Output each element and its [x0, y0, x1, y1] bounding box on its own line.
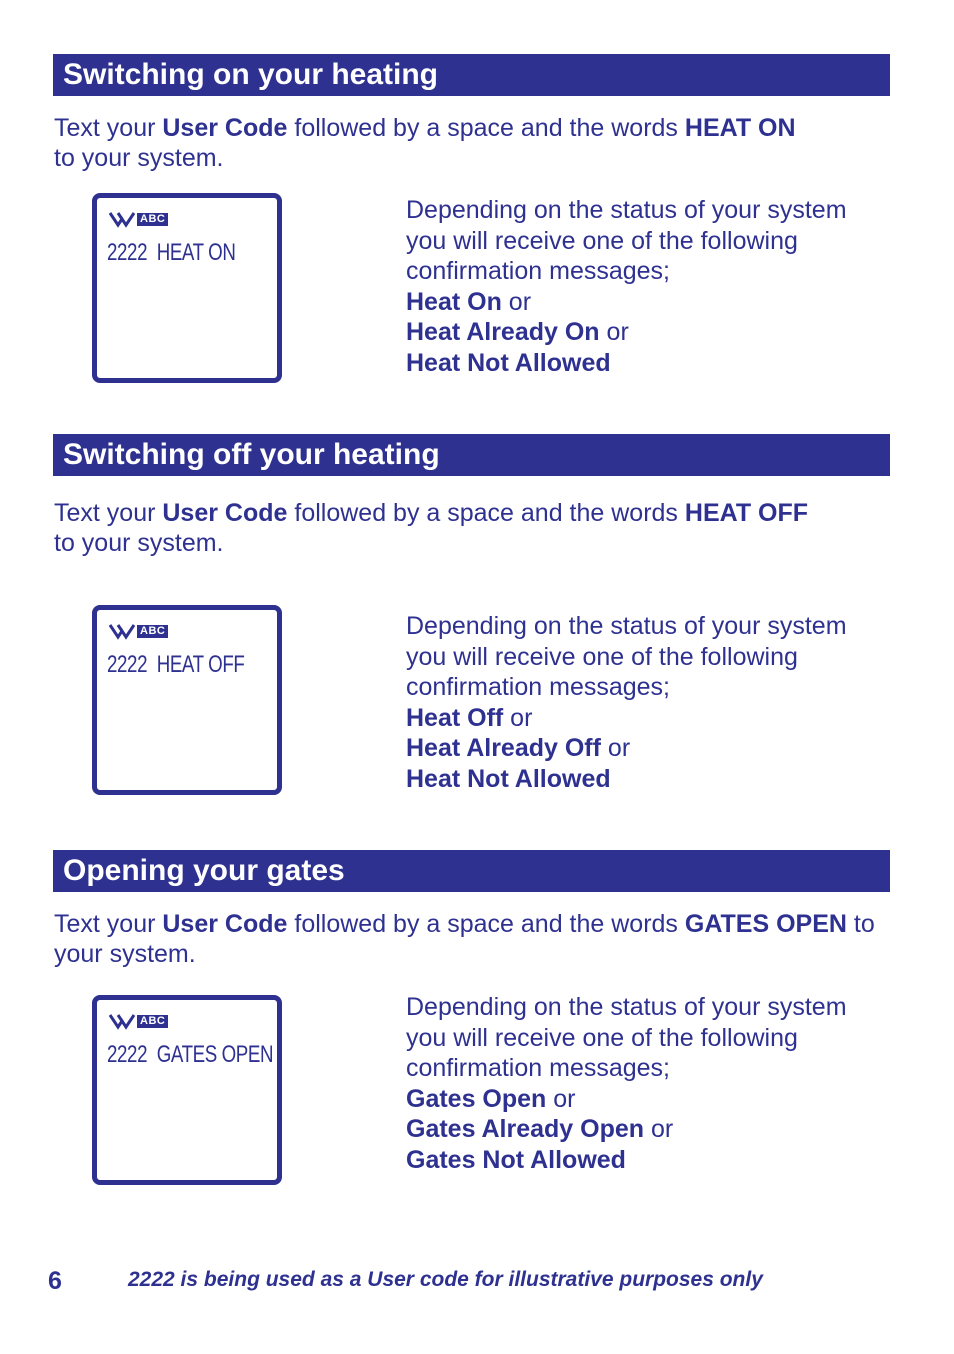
text-mode-badge: ABC [137, 1015, 168, 1028]
confirmation-list: Depending on the status of your system you will receive one of the following confirmation messages; Heat On or Heat Already On or Heat Not Allowed [406, 195, 906, 378]
user-code-term: User Code [162, 499, 288, 527]
phone-screen [92, 605, 282, 795]
confirmation-option: Gates Not Allowed [406, 1145, 626, 1174]
page-number: 6 [48, 1267, 62, 1295]
phone-screen [92, 995, 282, 1185]
instruction-text: Text your User Code followed by a space and the words HEAT ON to your system. [54, 114, 796, 172]
footnote: 2222 is being used as a User code for illustrative purposes only [128, 1268, 763, 1291]
command-text: HEAT OFF [684, 499, 809, 527]
confirmation-option: Gates Already Open or [406, 1115, 674, 1143]
user-code-term: User Code [162, 114, 288, 142]
confirmation-option: Heat On or [406, 287, 532, 316]
phone-screen [92, 193, 282, 383]
command-text: HEAT ON [684, 114, 796, 142]
signal-icon [109, 210, 139, 228]
confirmation-option: Heat Off or [406, 703, 533, 732]
user-code-term: User Code [162, 910, 288, 938]
section-title: Switching off your heating [53, 434, 890, 476]
sms-message: 2222 HEAT ON [107, 239, 236, 266]
confirmation-option: Heat Not Allowed [406, 348, 611, 377]
text-mode-badge: ABC [137, 213, 168, 226]
section-title: Switching on your heating [53, 54, 890, 96]
command-text: GATES OPEN [684, 910, 847, 938]
text-mode-badge: ABC [137, 625, 168, 638]
instruction-text: Text your User Code followed by a space and the words HEAT OFF to your system. [54, 499, 809, 557]
confirmation-list: Depending on the status of your system you will receive one of the following confirmation messages; Gates Open or Gates Already Open or Gates Not Allowed [406, 992, 906, 1175]
confirmation-option: Heat Already On or [406, 318, 629, 346]
section-title: Opening your gates [53, 850, 890, 892]
signal-icon [109, 1012, 139, 1030]
confirmation-list: Depending on the status of your system you will receive one of the following confirmation messages; Heat Off or Heat Already Off or Heat Not Allowed [406, 611, 906, 794]
sms-message: 2222 GATES OPEN [107, 1041, 274, 1068]
confirmation-option: Heat Already Off or [406, 734, 631, 762]
signal-icon [109, 622, 139, 640]
sms-message: 2222 HEAT OFF [107, 651, 245, 678]
instruction-text: Text your User Code followed by a space and the words GATES OPEN to your system. [54, 910, 875, 968]
confirmation-option: Gates Open or [406, 1084, 576, 1113]
confirmation-option: Heat Not Allowed [406, 764, 611, 793]
